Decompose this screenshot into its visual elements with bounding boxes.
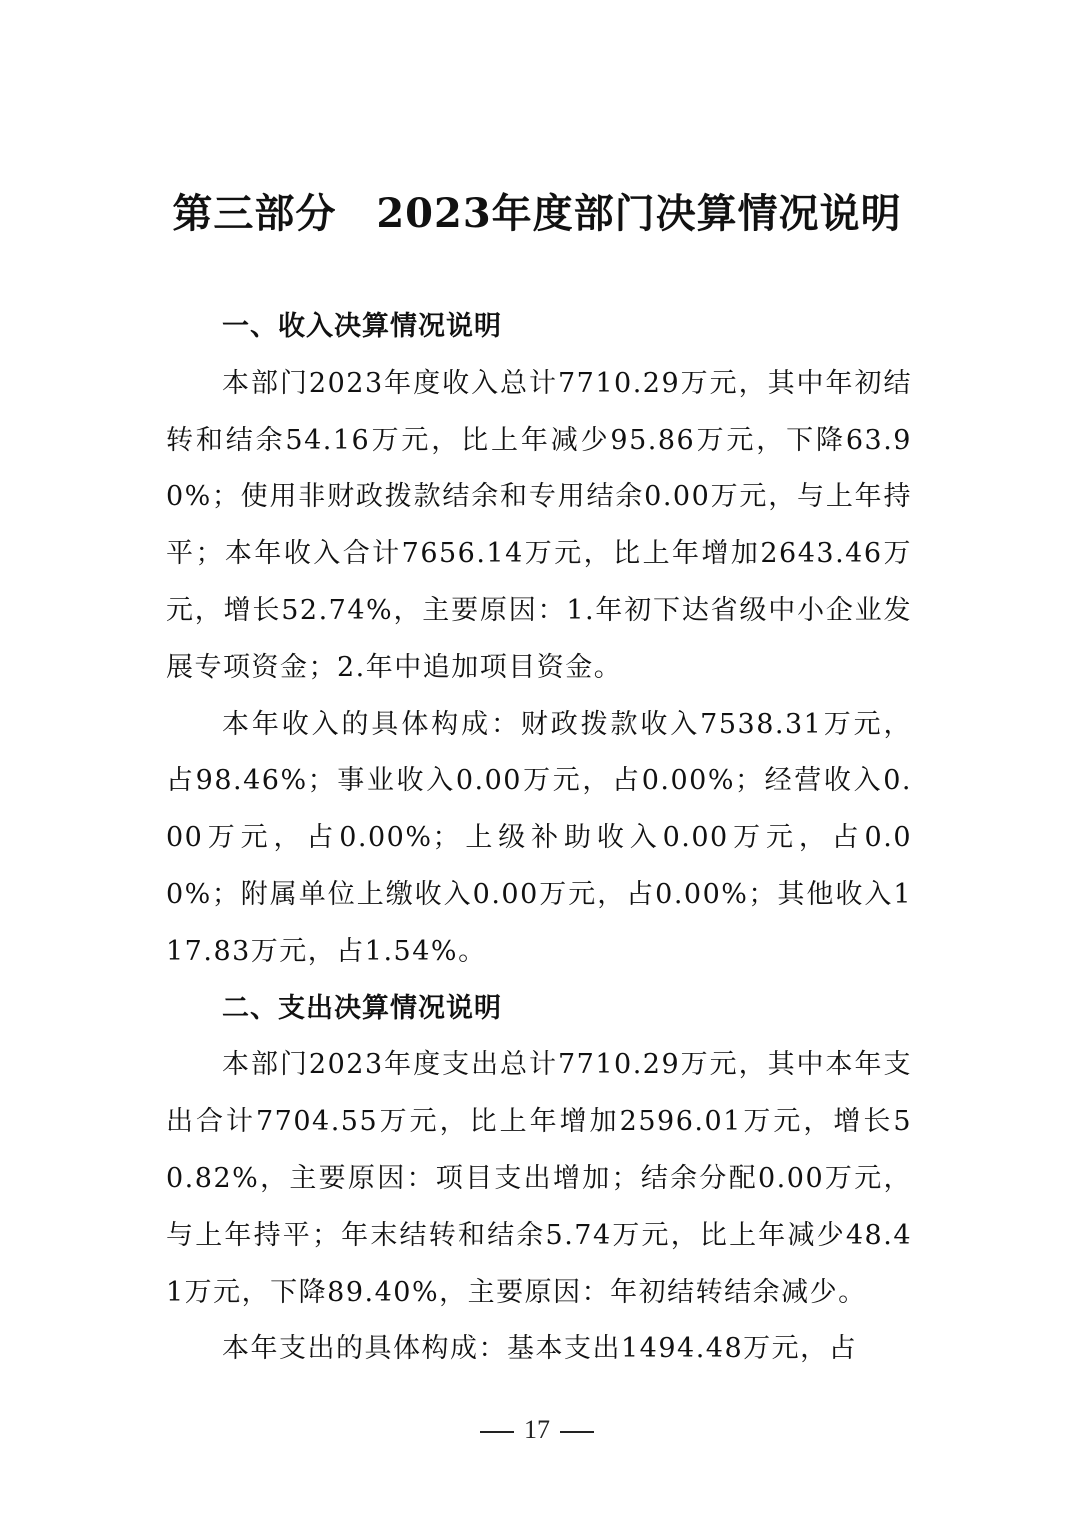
page-number: 17 [524,1415,550,1444]
footer-dash-right [560,1431,594,1433]
income-composition-paragraph: 本年收入的具体构成：财政拨款收入7538.31万元，占98.46%；事业收入0.00万元，占0.00%；经营收入0.00万元，占0.00%；上级补助收入0.00万元，占0.00%；附属单位上缴收入0.00万元，占0.00%；其他收入117.83万元，占1.54%。 [166,708,912,967]
expenditure-composition-paragraph: 本年支出的具体构成：基本支出1494.48万元，占 [222,1333,858,1365]
section-heading-expenditure: 二、支出决算情况说明 [222,992,502,1024]
income-summary-paragraph: 本部门2023年度收入总计7710.29万元，其中年初结转和结余54.16万元，比上年减少95.86万元，下降63.90%；使用非财政拨款结余和专用结余0.00万元，与上年持平；本年收入合计7656.14万元，比上年增加2643.46万元，增长52.74%，主要原因：1.年初下达省级中小企业发展专项资金；2.年中追加项目资金。 [166,367,912,683]
title-main: 2023年度部门决算情况说明 [376,190,902,237]
document-body [166,299,912,1378]
footer-dash-left [480,1431,514,1433]
page-title [0,186,1074,242]
title-part: 第三部分 [172,190,337,237]
page-footer [0,1412,1074,1448]
section-heading-income: 一、收入决算情况说明 [222,311,502,342]
expenditure-summary-paragraph: 本部门2023年度支出总计7710.29万元，其中本年支出合计7704.55万元，比上年增加2596.01万元，增长50.82%，主要原因：项目支出增加；结余分配0.00万元，与上年持平；年末结转和结余5.74万元，比上年减少48.41万元，下降89.40%，主要原因：年初结转结余减少。 [166,1049,912,1308]
